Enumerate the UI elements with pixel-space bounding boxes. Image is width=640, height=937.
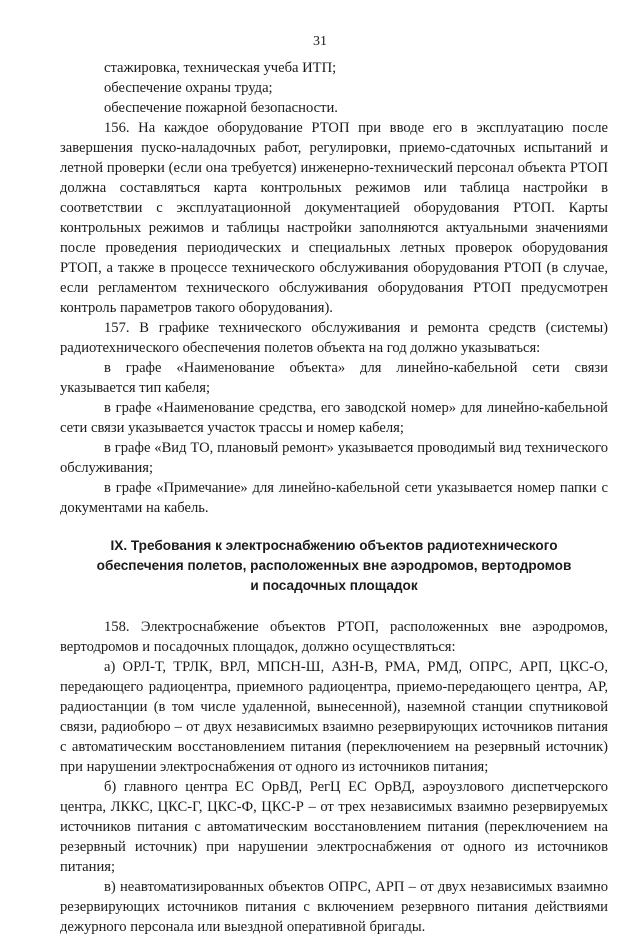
item-157-facility-name: в графе «Наименование средства, его заводской номер» для линейно-кабельной сети связи указывается участок трассы и номер кабеля; [60, 400, 608, 436]
list-item-internship: стажировка, техническая учеба ИТП; [104, 60, 337, 76]
paragraph-157: 157. В графике технического обслуживания и ремонта средств (системы) радиотехнического обеспечения полетов объекта на год должно указываться: [60, 320, 608, 356]
item-158-a: а) ОРЛ-Т, ТРЛК, ВРЛ, МПСН-Ш, АЗН-В, РМА, РМД, ОПРС, АРП, ЦКС-О, передающего радиоцентра, приемного радиоцентра, приемо-передающего центра, АР, радиостанции (в том числе удаленной, вынесенной), наземной станции спутниковой связи, радиобюро – от двух независимых взаимно резервирующих источников питания с автоматическим восстановлением питания (переключением на резервный источник) при нарушении электроснабжения от одного из источников питания; [60, 659, 608, 775]
item-157-note: в графе «Примечание» для линейно-кабельной сети указывается номер папки с документами на кабель. [60, 480, 608, 516]
item-158-b: б) главного центра ЕС ОрВД, РегЦ ЕС ОрВД, аэроузлового диспетчерского центра, ЛККС, ЦКС-Г, ЦКС-Ф, ЦКС-Р – от трех независимых взаимно резервируемых источников питания с автоматическим восстановлением питания (переключением на резервный источник) при нарушении электроснабжения от одного из источников питания; [60, 779, 608, 875]
item-158-c: в) неавтоматизированных объектов ОПРС, АРП – от двух независимых взаимно резервирующих источников питания с включением резервного питания действиями дежурного персонала или выездной оперативной бригады. [60, 879, 608, 935]
section-heading: IX. Требования к электроснабжению объектов радиотехнического обеспечения полетов, расположенных вне аэродромов, вертодромов и посадочных площадок [96, 538, 572, 593]
page-number: 31 [313, 34, 327, 49]
paragraph-156: 156. На каждое оборудование РТОП при вводе его в эксплуатацию после завершения пуско-наладочных работ, регулировки, приемо-сдаточных испытаний и летной проверки (если она требуется) инженерно-технический персонал объекта РТОП должна составляться карта контрольных режимов или таблица настройки в соответствии с эксплуатационной документацией оборудования РТОП. Карты контрольных режимов и таблицы настройки заполняются актуальными значениями после проведения периодических и специальных летных проверок оборудования РТОП, а также в процессе технического обслуживания оборудования РТОП (в случае, если регламентом технического обслуживания оборудования РТОП предусмотрен контроль параметров такого оборудования). [60, 120, 608, 316]
item-157-object-name: в графе «Наименование объекта» для линейно-кабельной сети связи указывается тип кабеля; [60, 360, 608, 396]
paragraph-158: 158. Электроснабжение объектов РТОП, расположенных вне аэродромов, вертодромов и посадочных площадок, должно осуществляться: [60, 619, 608, 655]
list-item-fire-safety: обеспечение пожарной безопасности. [104, 100, 338, 116]
list-item-labor-safety: обеспечение охраны труда; [104, 80, 273, 96]
document-body [60, 58, 608, 937]
item-157-maintenance-type: в графе «Вид ТО, плановый ремонт» указывается проводимый вид технического обслуживания; [60, 440, 608, 476]
